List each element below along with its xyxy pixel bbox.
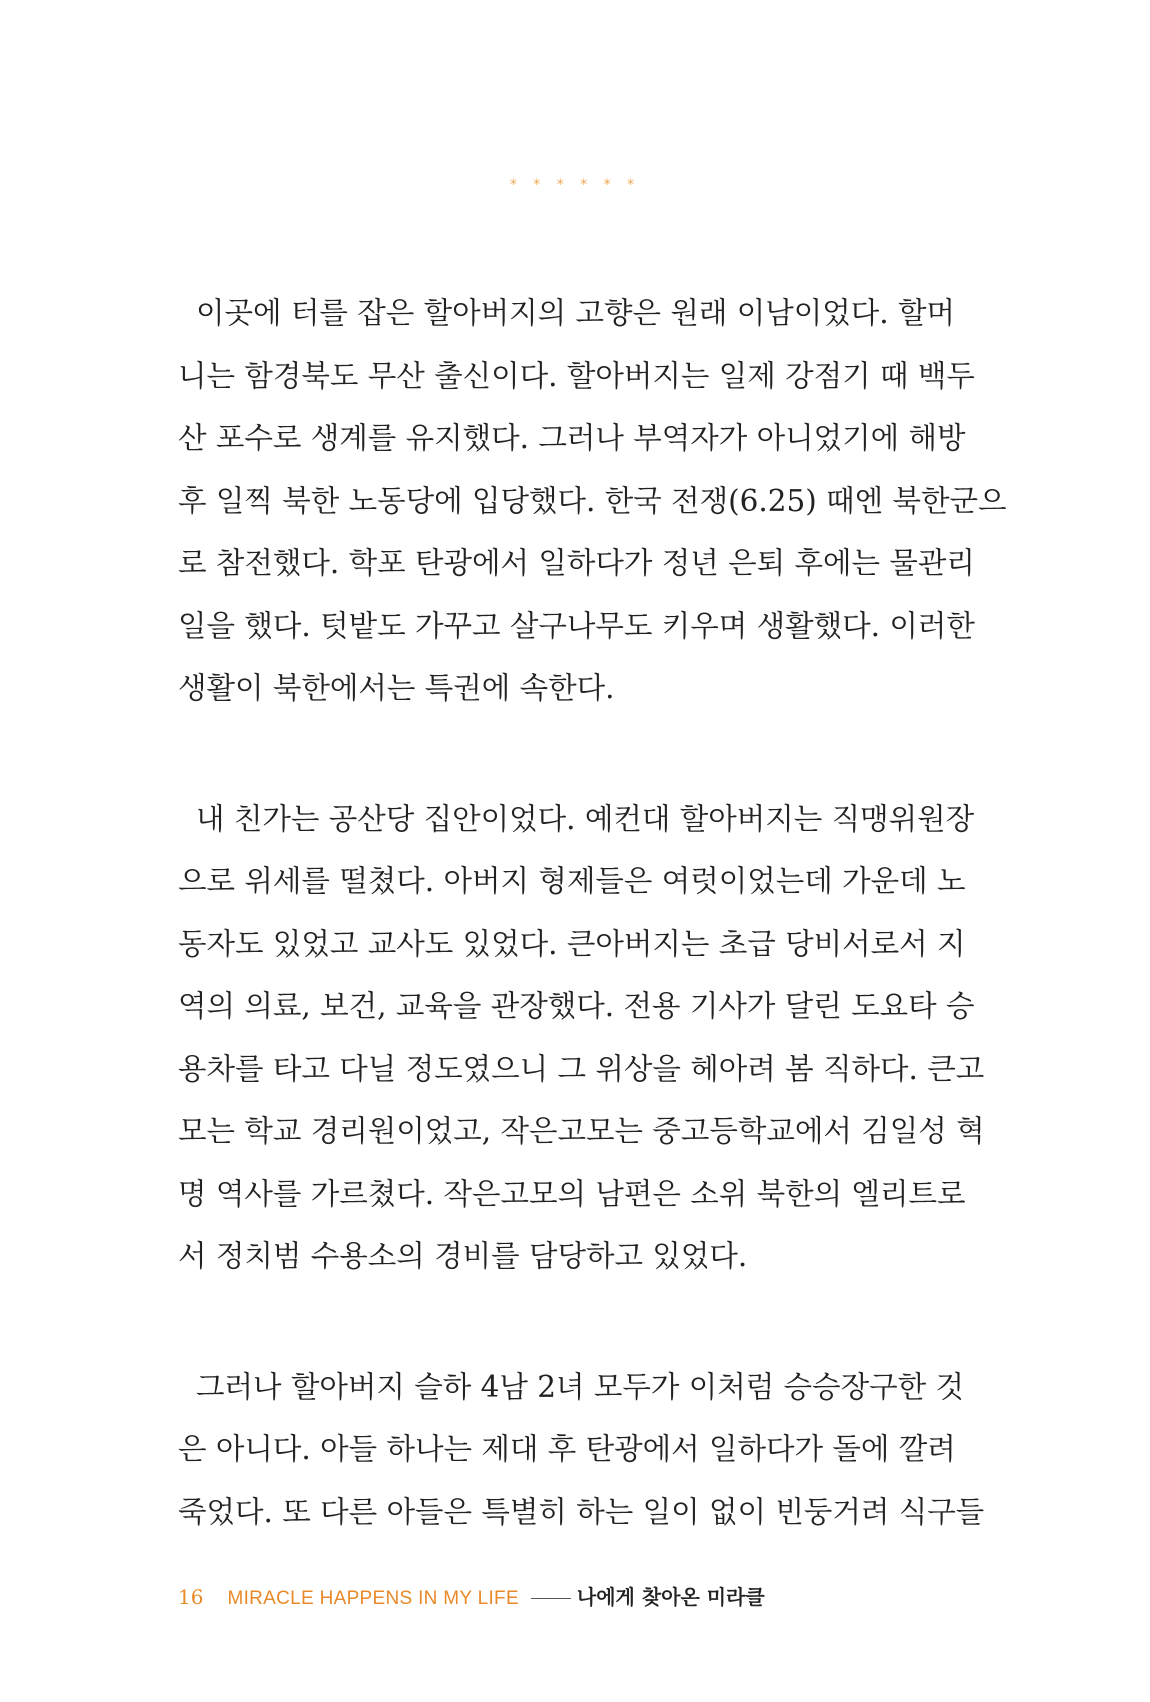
- text-line: 으로 위세를 떨쳤다. 아버지 형제들은 여럿이었는데 가운데 노: [178, 864, 966, 898]
- text-line: 용차를 타고 다닐 정도였으니 그 위상을 헤아려 봄 직하다. 큰고: [178, 1051, 985, 1086]
- text-line: 내 친가는 공산당 집안이었다. 예컨대 할아버지는 직맹위원장: [196, 801, 975, 836]
- section-ornament: * * * * * *: [509, 177, 641, 193]
- text-line: 명 역사를 가르쳤다. 작은고모의 남편은 소위 북한의 엘리트로: [178, 1176, 966, 1211]
- text-line: 이곳에 터를 잡은 할아버지의 고향은 원래 이남이었다. 할머: [196, 296, 955, 330]
- book-title: 나에게 찾아온 미라클: [576, 1585, 765, 1609]
- text-line: 역의 의료, 보건, 교육을 관장했다. 전용 기사가 달린 도요타 승: [178, 989, 975, 1023]
- text-line: 니는 함경북도 무산 출신이다. 할아버지는 일제 강점기 때 백두: [178, 358, 975, 393]
- text-line: 은 아니다. 아들 하나는 제대 후 탄광에서 일하다가 돌에 깔려: [178, 1432, 956, 1466]
- paragraph-2: [178, 788, 985, 1288]
- paragraph-3: [178, 1356, 985, 1544]
- page-number: 16: [178, 1585, 204, 1609]
- footer-divider: [531, 1598, 571, 1599]
- text-line: 서 정치범 수용소의 경비를 담당하고 있었다.: [178, 1239, 748, 1273]
- text-line: 생활이 북한에서는 특권에 속한다.: [178, 671, 615, 705]
- body-text: [178, 282, 1007, 1611]
- text-line: 동자도 있었고 교사도 있었다. 큰아버지는 초급 당비서로서 지: [178, 926, 966, 961]
- text-line: 죽었다. 또 다른 아들은 특별히 하는 일이 없이 빈둥거려 식구들: [178, 1494, 985, 1529]
- text-line: 로 참전했다. 학포 탄광에서 일하다가 정년 은퇴 후에는 물관리: [178, 546, 975, 580]
- page-footer: [178, 1582, 765, 1612]
- text-line: 모는 학교 경리원이었고, 작은고모는 중고등학교에서 김일성 혁: [178, 1114, 985, 1148]
- text-line: 후 일찍 북한 노동당에 입당했다. 한국 전쟁(6.25) 때엔 북한군으: [178, 483, 1007, 518]
- paragraph-1: [178, 282, 1007, 720]
- text-line: 일을 했다. 텃밭도 가꾸고 살구나무도 키우며 생활했다. 이러한: [178, 608, 975, 643]
- text-line: 산 포수로 생계를 유지했다. 그러나 부역자가 아니었기에 해방: [178, 421, 966, 455]
- series-title: MIRACLE HAPPENS IN MY LIFE: [227, 1588, 519, 1609]
- text-line: 그러나 할아버지 슬하 4남 2녀 모두가 이처럼 승승장구한 것: [196, 1369, 964, 1404]
